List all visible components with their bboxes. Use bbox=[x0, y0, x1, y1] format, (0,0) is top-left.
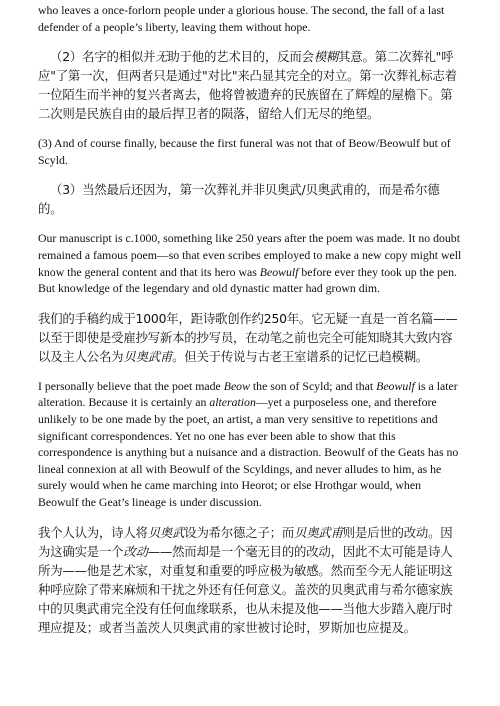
text-run: (3) And of course finally, because the first funeral was not that of Beow/Beowulf but of Scyld. bbox=[38, 136, 451, 167]
text-run: 则是后世的改动。因为这确实是一个 bbox=[38, 524, 453, 559]
text-run: 设为希尔德之子；而 bbox=[184, 524, 295, 540]
paragraph-en-1 bbox=[38, 2, 462, 35]
italic-run: 模糊 bbox=[313, 49, 339, 65]
italic-run: 贝奥武 bbox=[147, 524, 185, 540]
italic-run: 贝奥武甫 bbox=[123, 348, 173, 364]
text-run: 助于他的艺术目的，反而会 bbox=[167, 49, 314, 65]
text-run: the son of Scyld; and that bbox=[249, 378, 377, 393]
italic-run: 无 bbox=[155, 49, 168, 65]
text-run: —yet a purposeless one, and therefore unlikely to be one made by the poet, an artist, a man very sensitive to repetitions and significant correspondences. Yet no one has ever been able to show that this correspondence is anything but a nuisance and a distraction. Beowulf of the Geats has no lineal connexion at all with Beowulf of the Scyldings, and never alludes to him, as he surely would when he came marching into Heorot; or else Hrothgar would, when Beowulf the Geat’s lineage is under discussion. bbox=[38, 395, 459, 509]
paragraph-en-manuscript bbox=[38, 230, 462, 296]
italic-run: Beowulf bbox=[259, 264, 299, 279]
paragraph-zh-2 bbox=[38, 47, 462, 123]
paragraph-zh-3 bbox=[38, 180, 462, 218]
paragraph-en-belief bbox=[38, 378, 462, 511]
italic-run: 改动 bbox=[123, 543, 148, 559]
text-run: 我们的手稿约成于1000年，距诗歌创作约250年。它无疑一直是一首名篇——以至于即使是受雇抄写新本的抄写员，在动笔之前也完全可能知晓其大致内容以及主人公名为 bbox=[38, 310, 458, 364]
italic-run: Beow bbox=[223, 378, 250, 393]
paragraph-zh-belief bbox=[38, 523, 462, 637]
text-run: Our manuscript is c.1000, something like 250 years after the poem was made. It no doubt remained a famous poem—so that even scribes employed to make a new copy might well know the general content and that its hero was bbox=[38, 231, 462, 279]
text-run: 。但关于传说与古老王室谱系的记忆已趋模糊。 bbox=[172, 348, 429, 364]
italic-run: alteration bbox=[209, 395, 256, 410]
text-run: 我个人认为，诗人将 bbox=[38, 524, 148, 540]
text-run: before ever they took up the pen. But knowledge of the legendary and old dynastic matter had grown dim. bbox=[38, 264, 457, 296]
text-run: ——然而却是一个毫无目的的改动，因此不太可能是诗人所为——他是艺术家，对重复和重要的呼应极为敏感。然而至今无人能证明这种呼应除了带来麻烦和干扰之外还有任何意义。盖茨的贝奥武甫与希尔德家族中的贝奥武甫完全没有任何血缘联系，也从未提及他——当他大步踏入鹿厅时理应提及；或者当盖茨人贝奥武甫的家世被讨论时，罗斯加也应提及。 bbox=[38, 543, 453, 635]
text-run: is a later alteration. Because it is certainly an bbox=[38, 378, 458, 410]
text-run: （2）名字的相似并 bbox=[50, 49, 156, 65]
text-run: （3）当然最后还因为，第一次葬礼并非贝奥武/贝奥武甫的，而是希尔德的。 bbox=[38, 182, 440, 217]
italic-run: Beowulf bbox=[376, 378, 415, 393]
paragraph-zh-manuscript bbox=[38, 309, 462, 366]
text-run: who leaves a once-forlorn people under a glorious house. The second, the fall of a last defender of a people’s liberty, leaving them without hope. bbox=[38, 3, 445, 34]
text-run: 其意。第二次葬礼"呼应"了第一次，但两者只是通过"对比"来凸显其完全的对立。第一次葬礼标志着一位陌生而半神的复兴者离去，他将曾被遗弃的民族留在了辉煌的屋檐下。第二次则是民族自由的最后捍卫者的陨落，留给人们无尽的绝望。 bbox=[38, 49, 457, 122]
italic-run: 贝奥武甫 bbox=[294, 524, 343, 540]
paragraph-en-3 bbox=[38, 135, 462, 168]
text-run: I personally believe that the poet made bbox=[38, 378, 224, 393]
